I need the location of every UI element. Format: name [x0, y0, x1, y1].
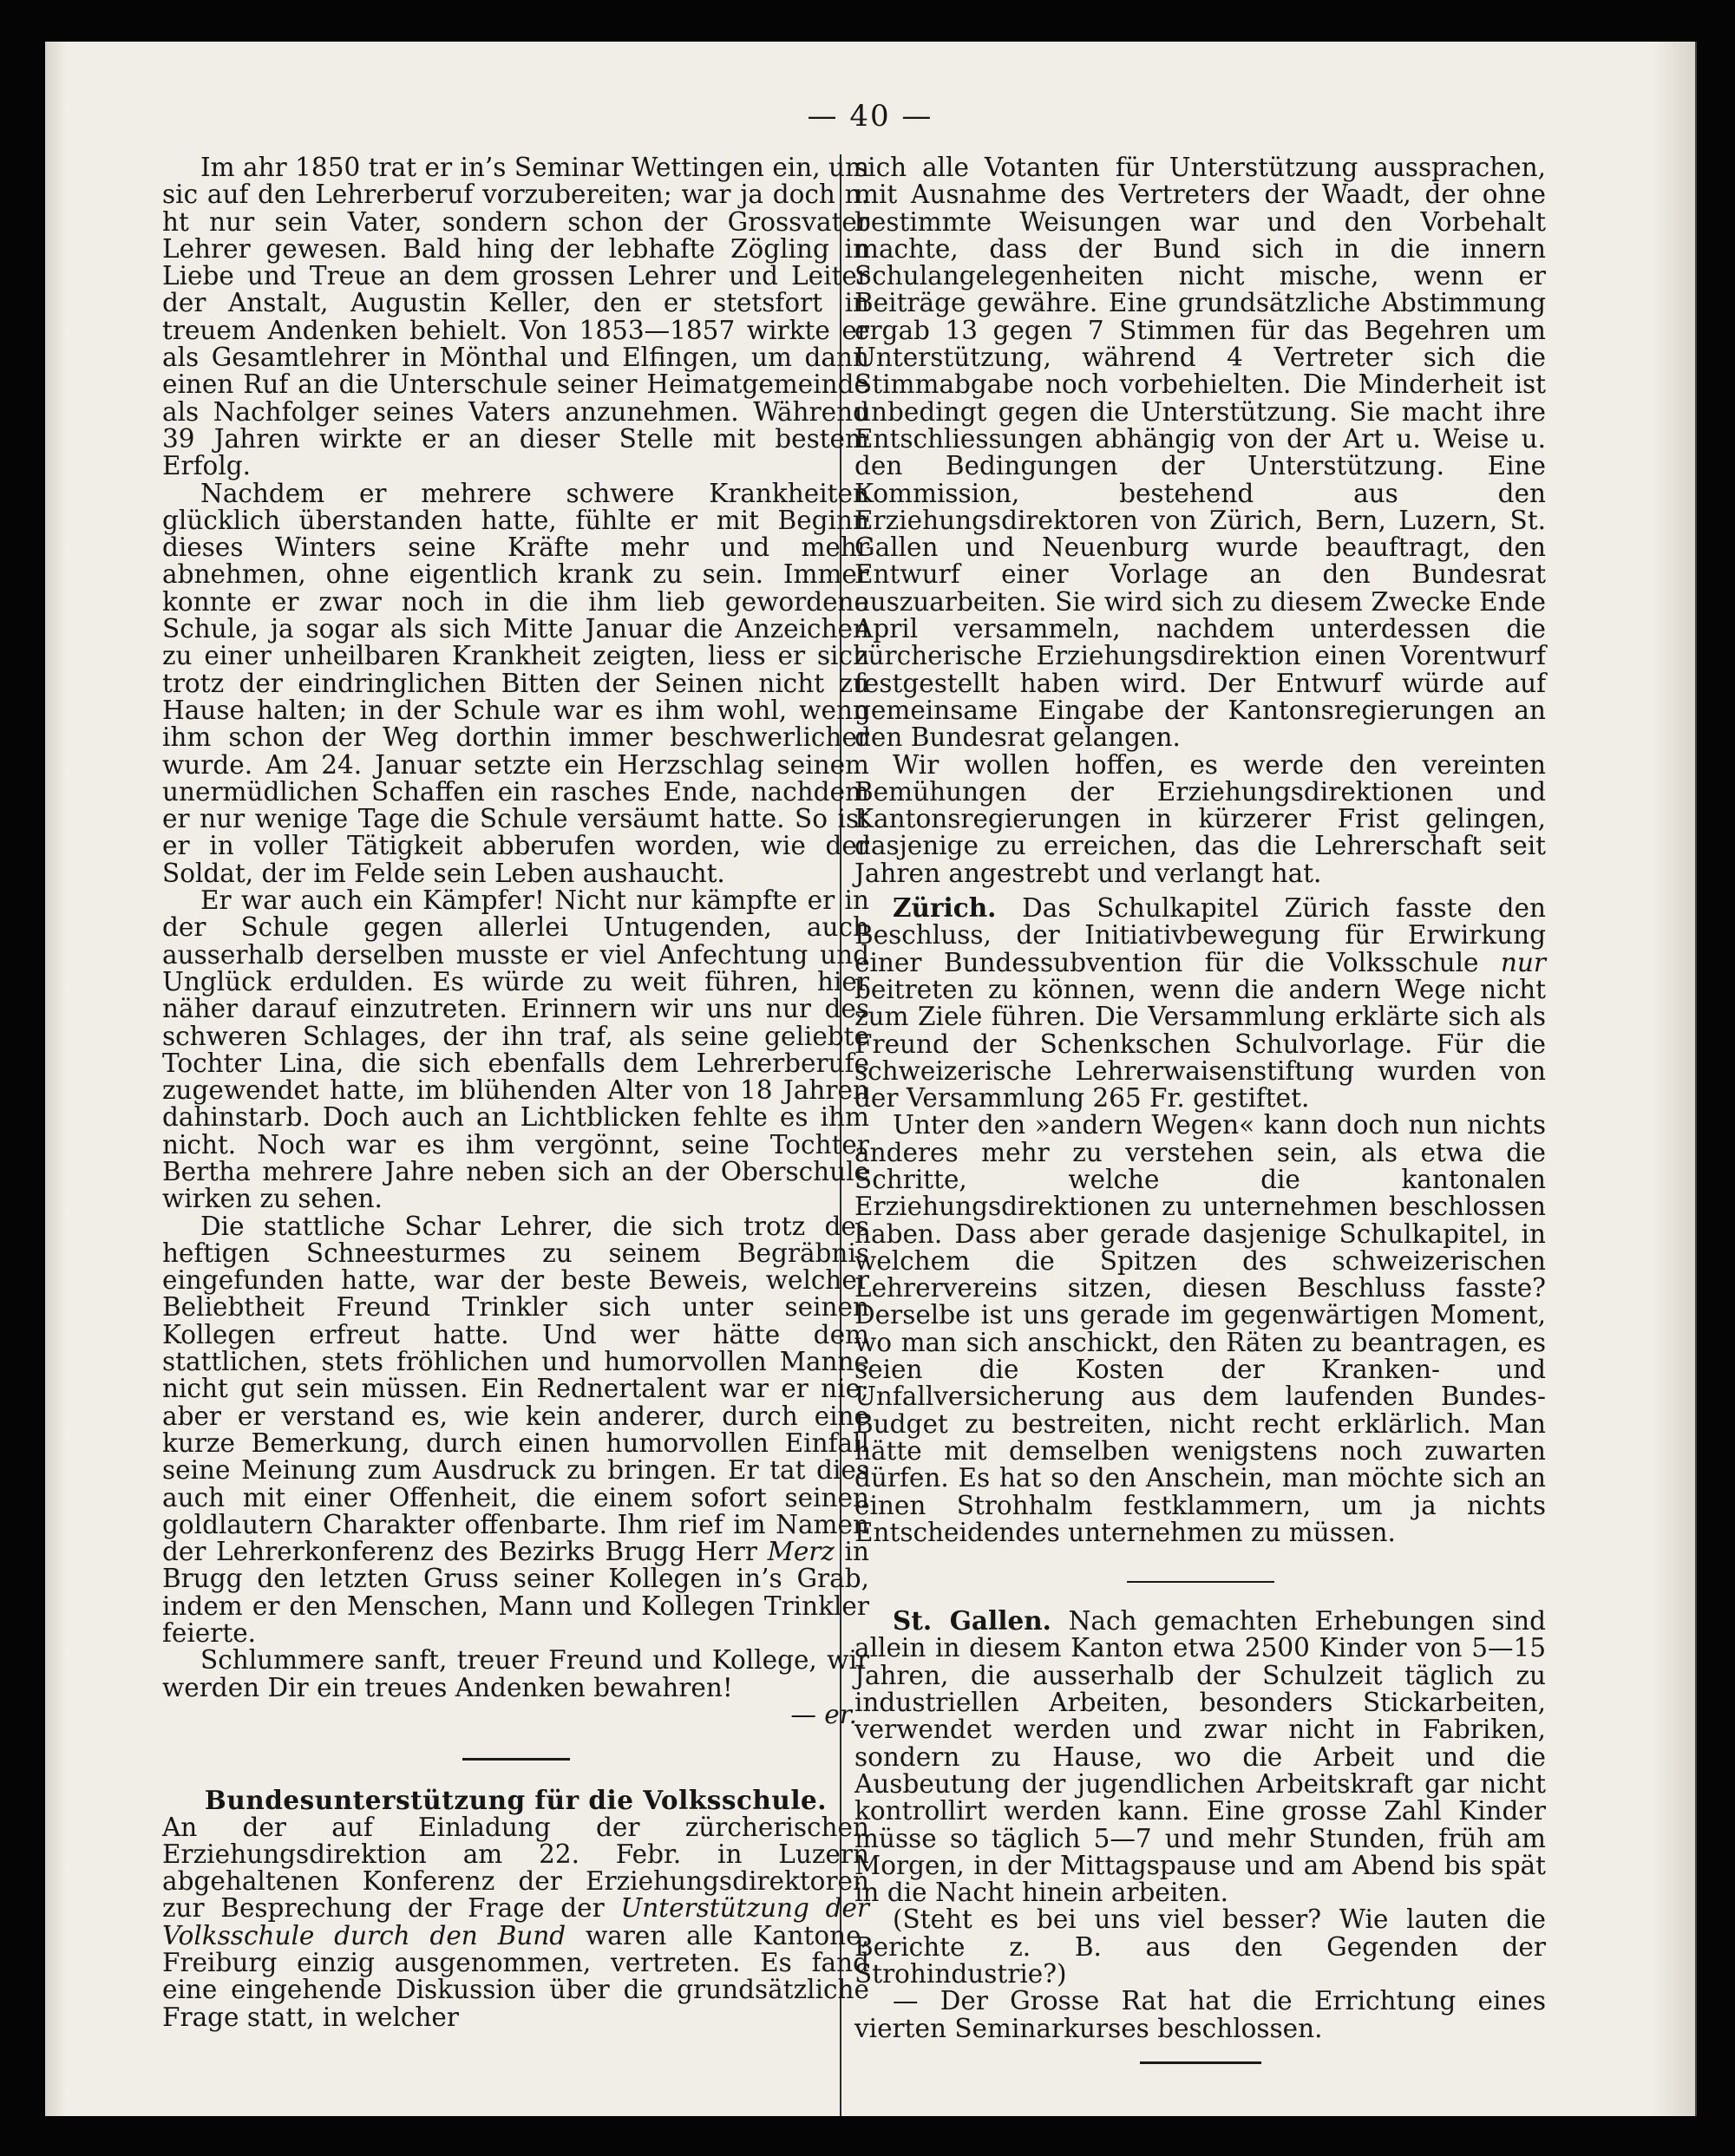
- section-italic-phrase: Unterstützung der Volksschule durch den Bund: [162, 1893, 869, 1950]
- page-number: — 40 —: [807, 99, 933, 134]
- obituary-paragraph-1: Im ahr 1850 trat er in’s Seminar Wettingen ein, um sic auf den Lehrerberuf vorzubereiten; war ja doch n. ht nur sein Vater, sondern schon der Grossvater Lehrer gewesen. Bald hing der lebhafte Zögling in Liebe und Treue an dem grossen Lehrer und Leiter der Anstalt, Augustin Keller, den er stetsfort in treuem Andenken behielt. Von 1853—1857 wirkte er als Gesamtlehrer in Mönthal und Elfingen, um dann einen Ruf an die Unterschule seiner Heimatgemeinde als Nachfolger seines Vaters anzunehmen. Während 39 Jahren wirkte er an dieser Stelle mit bestem Erfolg.: [162, 153, 869, 481]
- zurich-paragraph: [854, 894, 1546, 1112]
- obituary-paragraph-4: [162, 1213, 869, 1648]
- section-paragraph-tail: waren alle Kantone, Freiburg einzig ausgenommen, vertreten. Es fand eine eingehende Diskussion über die grundsätzliche Frage statt, in welcher: [162, 1920, 869, 2032]
- hope-paragraph: Wir wollen hoffen, es werde den vereinten Bemühungen der Erziehungsdirektionen und Kantonsregierungen in kürzerer Frist gelingen, dasjenige zu erreichen, das die Lehrerschaft seit Jahren angestrebt und verlangt hat.: [854, 749, 1546, 888]
- seminar-paragraph: — Der Grosse Rat hat die Errichtung eines vierten Seminarkurses beschlossen.: [854, 1986, 1546, 2043]
- zurich-text-tail: beitreten zu können, wenn die andern Wege nicht zum Ziele führen. Die Versammlung erklärte sich als Freund der Schenkschen Schulvorlage. Für die schweizerische Lehrerwaisenstiftung wurden von der Versammlung 265 Fr. gestiftet.: [854, 974, 1546, 1114]
- commentary-paragraph: Unter den »andern Wegen« kann doch nun nichts anderes mehr zu verstehen sein, als etwa die Schritte, welche die kantonalen Erziehungsdirektionen zu unternehmen beschlossen haben. Dass aber gerade dasjenige Schulkapitel, in welchem die Spitzen des schweizerischen Lehrervereins sitzen, diesen Beschluss fasste? Derselbe ist uns gerade im gegenwärtigen Moment, wo man sich anschickt, den Räten zu beantragen, es seien die Kosten der Kranken- und Unfallversicherung aus dem laufenden Bundes-Budget zu bestreiten, nicht recht erklärlich. Man hätte mit demselben wenigstens noch zuwarten dürfen. Es hat so den Anschein, man möchte sich an einen Strohhalm festklammern, um ja nichts Entscheidendes unternehmen zu müssen.: [854, 1110, 1546, 1547]
- left-column: [162, 154, 869, 2031]
- end-rule: [1140, 2061, 1261, 2064]
- stgallen-paragraph: [854, 1607, 1546, 1906]
- merz-name: Merz: [767, 1537, 835, 1567]
- section-title: Bundesunterstützung für die Volksschule.: [204, 1785, 828, 1816]
- obituary-farewell: Schlummere sanft, treuer Freund und Kollege, wir werden Dir ein treues Andenken bewahren!: [162, 1645, 869, 1702]
- obituary-paragraph-3: Er war auch ein Kämpfer! Nicht nur kämpfte er in der Schule gegen allerlei Untugenden, auch ausserhalb derselben musste er viel Anfechtung und Unglück erdulden. Es würde zu weit führen, hier näher darauf einzutreten. Erinnern wir uns nur des schweren Schlages, der ihn traf, als seine geliebte Tochter Lina, die sich ebenfalls dem Lehrerberufe zugewendet hatte, im blühenden Alter von 18 Jahren dahinstarb. Doch auch an Lichtblicken fehlte es ihm nicht. Noch war es ihm vergönnt, seine Tochter Bertha mehrere Jahre neben sich an der Oberschule wirken zu sehen.: [162, 885, 869, 1214]
- continued-paragraph: sich alle Votanten für Unterstützung aussprachen, mit Ausnahme des Vertreters der Waadt, der ohne bestimmte Weisungen war und den Vorbehalt machte, dass der Bund sich in die innern Schulangelegenheiten nicht mische, wenn er Beiträge gewähre. Eine grundsätzliche Abstimmung ergab 13 gegen 7 Stimmen für das Begehren um Unterstützung, während 4 Vertreter sich die Stimmabgabe noch vorbehielten. Die Minderheit ist unbedingt gegen die Unterstützung. Sie macht ihre Entschliessungen abhängig von der Art u. Weise u. den Bedingungen der Unterstützung. Eine Kommission, bestehend aus den Erziehungsdirektoren von Zürich, Bern, Luzern, St. Gallen und Neuenburg wurde beauftragt, den Entwurf einer Vorlage an den Bundesrat auszuarbeiten. Sie wird sich zu diesem Zwecke Ende April versammeln, nachdem unterdessen die zürcherische Erziehungsdirektion einen Vorentwurf festgestellt haben wird. Der Entwurf würde auf gemeinsame Eingabe der Kantonsregierungen an den Bundesrat gelangen.: [854, 153, 1546, 753]
- question-paragraph: (Steht es bei uns viel besser? Wie lauten die Berichte z. B. aus den Gegenden der Strohindustrie?): [854, 1904, 1546, 1989]
- obituary-paragraph-4-tail: in Brugg den letzten Gruss seiner Kollegen in’s Grab, indem er den Menschen, Mann und Kollegen Trinkler feierte.: [162, 1537, 869, 1649]
- zurich-text: Das Schulkapitel Zürich fasste den Beschluss, der Initiativbewegung für Erwirkung einer Bundessubvention für die Volksschule: [854, 893, 1546, 977]
- article-rule: [1127, 1581, 1274, 1583]
- zurich-italic: nur: [1500, 947, 1546, 977]
- newspaper-page: [45, 42, 1697, 2116]
- zurich-heading: Zürich.: [893, 892, 997, 924]
- stgallen-heading: St. Gallen.: [893, 1605, 1051, 1637]
- obituary-signature: — er.: [790, 1699, 857, 1729]
- section-paragraph-text: An der auf Einladung der zürcherischen Erziehungsdirektion am 22. Febr. in Luzern abgehaltenen Konferenz der Erziehungsdirektoren zur Besprechung der Frage der: [162, 1812, 869, 1924]
- obituary-paragraph-2: Nachdem er mehrere schwere Krankheiten glücklich überstanden hatte, fühlte er mit Beginn dieses Winters seine Kräfte mehr und mehr abnehmen, ohne eigentlich krank zu sein. Immer konnte er zwar noch in die ihm lieb gewordene Schule, ja sogar als sich Mitte Januar die Anzeichen zu einer unheilbaren Krankheit zeigten, liess er sich trotz der eindringlichen Bitten der Seinen nicht zu Hause halten; in der Schule war es ihm wohl, wenn ihm schon der Weg dorthin immer beschwerlicher wurde. Am 24. Januar setzte ein Herzschlag seinem unermüdlichen Schaffen ein rasches Ende, nachdem er nur wenige Tage die Schule versäumt hatte. So ist er in voller Tätigkeit abberufen worden, wie der Soldat, der im Felde sein Leben aushaucht.: [162, 478, 869, 888]
- section-rule: [462, 1758, 570, 1761]
- section-paragraph: [162, 1814, 869, 2031]
- stgallen-text: Nach gemachten Erhebungen sind allein in diesem Kanton etwa 2500 Kinder von 5—15 Jahren, die ausserhalb der Schulzeit täglich zu industriellen Arbeiten, besonders Stickarbeiten, verwendet werden und zwar nicht in Fabriken, sondern zu Hause, wo die Arbeit und die Ausbeutung der jugendlichen Arbeitskraft gar nicht kontrollirt werden kann. Eine grosse Zahl Kinder müsse so täglich 5—7 und mehr Stunden, früh am Morgen, in der Mittagspause und am Abend bis spät in die Nacht hinein arbeiten.: [854, 1606, 1546, 1908]
- obituary-paragraph-4-text: Die stattliche Schar Lehrer, die sich trotz des heftigen Schneesturmes zu seinem Begräbnis eingefunden hatte, war der beste Beweis, welcher Beliebtheit Freund Trinkler sich unter seinen Kollegen erfreut hatte. Und wer hätte dem stattlichen, stets fröhlichen und humorvollen Manne nicht gut sein müssen. Ein Rednertalent war er nie; aber er verstand es, wie kein anderer, durch eine kurze Bemerkung, durch einen humorvollen Einfall seine Meinung zum Ausdruck zu bringen. Er tat dies auch mit einer Offenheit, die einem sofort seinen goldlautern Charakter offenbarte. Ihm rief im Namen der Lehrerkonferenz des Bezirks Brugg Herr: [162, 1211, 869, 1567]
- right-column: [854, 154, 1546, 2064]
